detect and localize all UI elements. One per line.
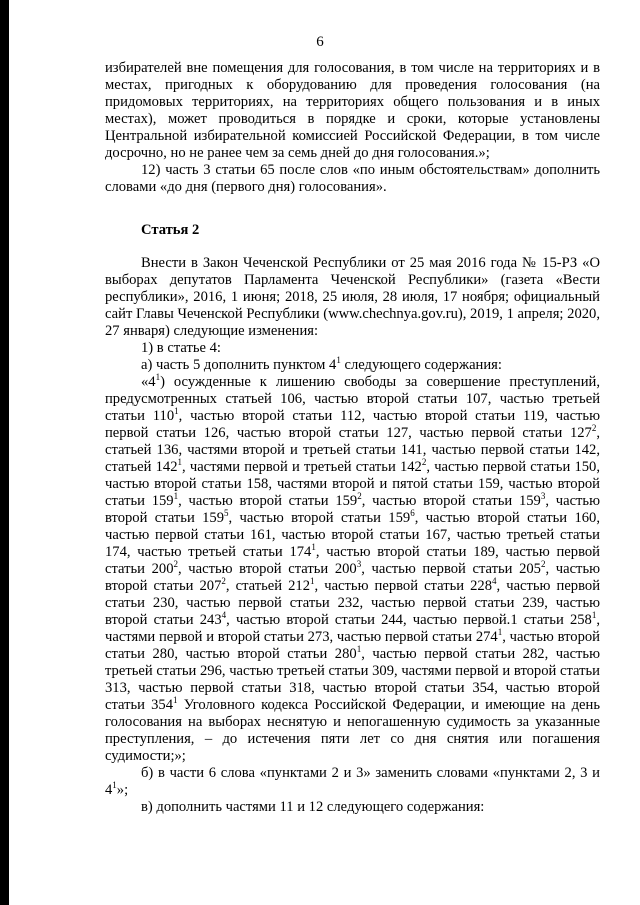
superscript: 1 [174, 406, 179, 417]
text-run: , частью второй статьи 159 [228, 510, 411, 526]
paragraph-item-12: 12) часть 3 статьи 65 после слов «по иным обстоятельствам» дополнить словами «до дня (первого дня) голосования». [105, 162, 600, 195]
paragraph-continuation: избирателей вне помещения для голосования, в том числе на территориях и в местах, пригодных к оборудованию для проведения голосования (на придомовых территориях, на территориях общего пользования и в иных местах), может проводиться в порядке и сроки, которые установлены Центральной избирательной комиссией Российской Федерации, в том числе досрочно, но не ранее чем за семь дней до дня голосования.»; [105, 60, 600, 161]
superscript: 2 [540, 559, 546, 570]
superscript: 1 [356, 644, 362, 655]
page-number: 6 [316, 34, 324, 50]
superscript: 3 [540, 491, 546, 502]
superscript: 1 [336, 355, 341, 366]
superscript: 1 [311, 542, 316, 553]
scan-edge-bar [0, 0, 9, 905]
text-run: , частью первой статьи 205 [361, 561, 541, 577]
text-run: , частью второй статьи 160, частью первой статьи 161, частью второй статьи 167, частью третьей статьи 174, частью третьей статьи 174 [105, 510, 600, 560]
item-b-text: б) в части 6 слова «пунктами 2 и 3» заменить словами «пунктами 2, 3 и 4 [105, 765, 600, 798]
text-run: , частью второй статьи 159 [361, 493, 541, 509]
item-b-text-end: »; [116, 782, 129, 798]
text-run: , частью второй статьи 189, частью первой статьи 200 [105, 544, 600, 577]
text-run: , частью второй статьи 207 [105, 561, 600, 594]
text-run: , статьей 136, частями второй и третьей статьи 141, частью первой статьи 142, статьей 142 [105, 425, 600, 475]
text-run: , частью первой статьи 150, частью второй статьи 158, частями второй и пятой статьи 159, частью второй статьи 159 [105, 459, 600, 509]
text-run: , частью второй статьи 280, частью второй статьи 280 [105, 629, 600, 662]
superscript: 1 [497, 627, 503, 638]
text-run: Уголовного кодекса Российской Федерации, и имеющие на день голосования на выборах неснятую и непогашенную судимость за указанные преступления, – до истечения пяти лет со дня снятия или погашения судимости;»; [105, 697, 600, 764]
superscript: 1 [112, 780, 117, 791]
text-run: ) осужденные к лишению свободы за совершение преступлений, предусмотренных статьей 106, частью второй статьи 107, частью третьей статьи 110 [105, 374, 600, 424]
text-run: , частью второй статьи 112, частью второй статьи 119, частью первой статьи 126, частью второй статьи 127, частью первой статьи 127 [105, 408, 600, 441]
paragraph-point-4-1 [105, 374, 600, 765]
superscript: 2 [221, 576, 226, 587]
paragraph-item-v: в) дополнить частями 11 и 12 следующего содержания: [141, 799, 485, 815]
text-run: , частями первой и второй статьи 273, частью первой статьи 274 [105, 612, 600, 645]
superscript: 1 [310, 576, 315, 587]
superscript: 2 [173, 559, 179, 570]
paragraph-item-b [105, 765, 600, 799]
superscript: 1 [155, 372, 161, 383]
text-run: , частью второй статьи 244, частью первой.1 статьи 258 [226, 612, 592, 628]
superscript: 1 [173, 491, 179, 502]
text-run: , статьей 212 [225, 578, 311, 594]
superscript: 1 [591, 610, 597, 621]
text-run: , частью первой статьи 282, частью третьей статьи 296, частью третьей статьи 309, частями первой и второй статьи 313, частью первой статьи 318, частью второй статьи 354, частью второй статьи 354 [105, 646, 600, 713]
text-run: «4 [141, 374, 156, 390]
text-run: , частью второй статьи 159 [178, 493, 358, 509]
spacer [105, 196, 600, 206]
text-run: , частями первой и третьей статьи 142 [182, 459, 422, 475]
text-run: , частью второй статьи 159 [105, 493, 600, 526]
superscript: 6 [410, 508, 415, 519]
paragraph-item-a [105, 357, 600, 374]
superscript: 4 [221, 610, 227, 621]
item-a-text-end: следующего содержания: [340, 357, 502, 373]
paragraph-item-1: 1) в статье 4: [141, 340, 221, 356]
superscript: 3 [356, 559, 362, 570]
superscript: 4 [492, 576, 497, 587]
item-a-text: а) часть 5 дополнить пунктом 4 [141, 357, 337, 373]
article-heading: Статья 2 [141, 222, 200, 238]
superscript: 2 [421, 457, 427, 468]
paragraph-article-intro: Внести в Закон Чеченской Республики от 25 мая 2016 года № 15-РЗ «О выборах депутатов Парламента Чеченской Республики» (газета «Вести республики», 2016, 1 июня; 2018, 25 июля, 28 июля, 17 ноября; официальный сайт Главы Чеченской Республики (www.chechnya.gov.ru), 2019, 1 апреля; 2020, 27 января) следующие изменения: [105, 255, 600, 339]
superscript: 2 [357, 491, 362, 502]
text-run: , частью первой статьи 230, частью первой статьи 232, частью первой статьи 239, частью второй статьи 243 [105, 578, 600, 628]
superscript: 1 [173, 695, 178, 706]
document-body [105, 60, 600, 816]
text-run: , частью второй статьи 200 [178, 561, 357, 577]
superscript: 1 [177, 457, 183, 468]
text-run: , частью первой статьи 228 [314, 578, 493, 594]
superscript: 5 [224, 508, 229, 519]
superscript: 2 [591, 423, 597, 434]
